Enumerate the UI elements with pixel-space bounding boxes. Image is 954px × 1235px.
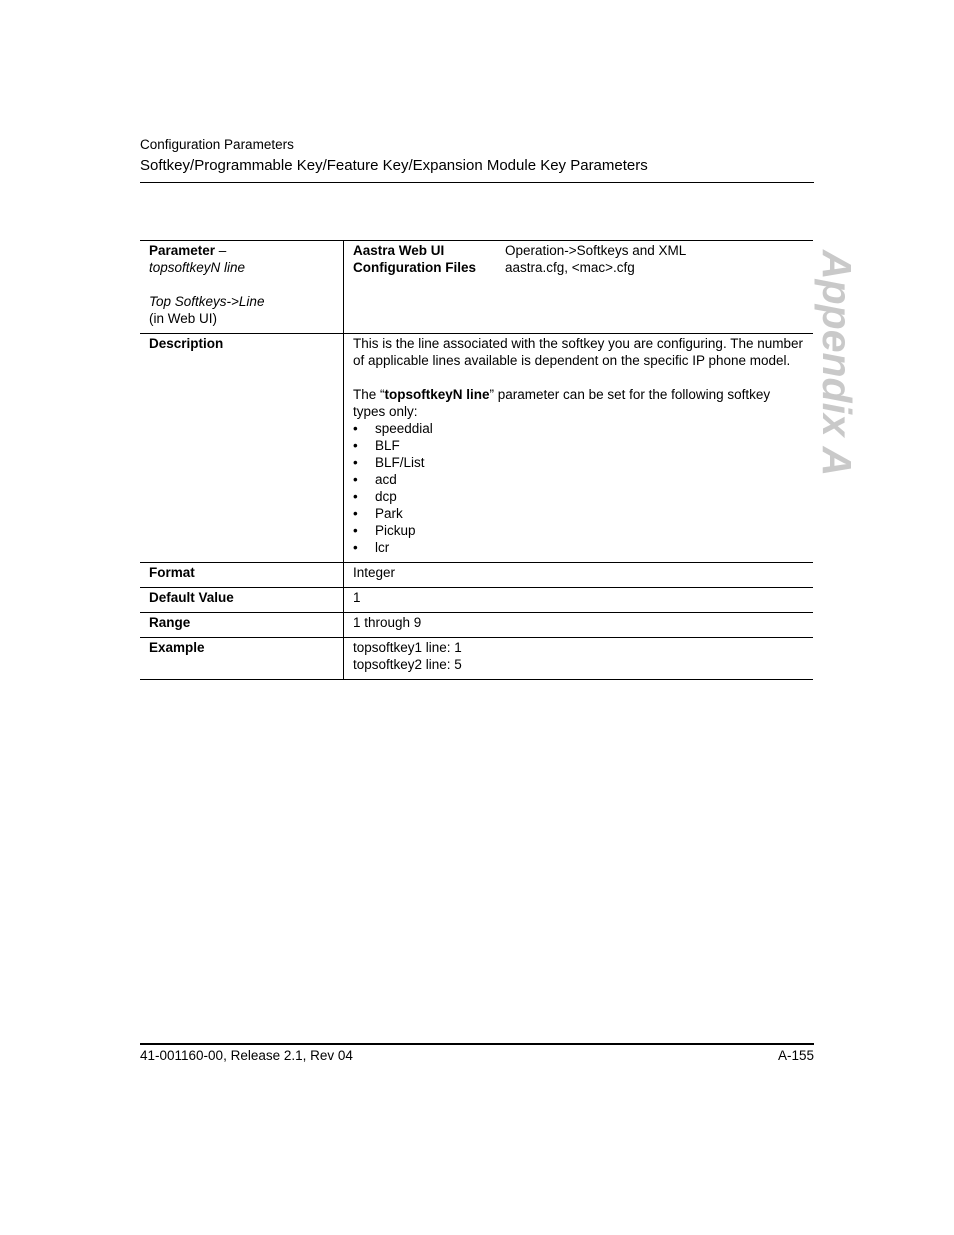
running-header-section: Configuration Parameters — [140, 137, 294, 152]
appendix-side-label — [814, 250, 868, 477]
web-ui-value: Operation->Softkeys and XML — [505, 243, 687, 258]
list-item: • speeddial — [353, 420, 805, 437]
parameter-name-bold: topsoftkeyN line — [384, 387, 490, 402]
description-cell — [344, 334, 814, 563]
example-line: topsoftkey2 line: 5 — [353, 657, 462, 672]
list-item: • Park — [353, 505, 805, 522]
appendix-label-text: Appendix A — [814, 250, 860, 477]
format-value: Integer — [353, 565, 396, 580]
range-label: Range — [140, 613, 344, 638]
example-cell — [344, 638, 814, 680]
config-files-label: Configuration Files — [353, 260, 476, 275]
web-ui-label: Aastra Web UI — [353, 243, 445, 258]
format-label: Format — [140, 563, 344, 588]
running-header-title: Softkey/Programmable Key/Feature Key/Expansion Module Key Parameters — [140, 157, 648, 174]
list-item: • BLF/List — [353, 454, 805, 471]
web-ui-note: (in Web UI) — [149, 311, 218, 326]
description-paragraph-2: The “topsoftkeyN line” parameter can be set for the following softkey types only: — [353, 387, 771, 419]
table-row-description — [140, 334, 813, 563]
parameter-dash: – — [215, 243, 227, 258]
description-label: Description — [140, 334, 344, 563]
list-item: • lcr — [353, 539, 805, 556]
softkey-type-list — [353, 420, 805, 556]
table-row-range — [140, 613, 813, 638]
parameter-label: Parameter — [149, 243, 216, 258]
range-value: 1 through 9 — [353, 615, 422, 630]
example-label: Example — [140, 638, 344, 680]
config-files-value: aastra.cfg, <mac>.cfg — [505, 260, 635, 275]
header-rule — [140, 182, 814, 183]
footer-rule — [140, 1043, 814, 1045]
list-item: • BLF — [353, 437, 805, 454]
table-row-example — [140, 638, 813, 680]
table-row-format — [140, 563, 813, 588]
footer-page-number: A-155 — [777, 1048, 814, 1063]
example-line: topsoftkey1 line: 1 — [353, 640, 462, 655]
list-item: • dcp — [353, 488, 805, 505]
footer-doc-id: 41-001160-00, Release 2.1, Rev 04 — [140, 1048, 353, 1063]
description-paragraph-1: This is the line associated with the softkey you are configuring. The number of applicable lines available is dependent on the specific IP phone model. — [353, 336, 803, 368]
list-item: • acd — [353, 471, 805, 488]
table-row-default — [140, 588, 813, 613]
web-ui-path: Top Softkeys->Line — [149, 294, 265, 309]
parameter-cell — [140, 241, 344, 334]
list-item: • Pickup — [353, 522, 805, 539]
parameter-name: topsoftkeyN line — [149, 260, 246, 275]
default-value: 1 — [353, 590, 361, 605]
table-row-parameter — [140, 241, 813, 334]
parameter-table — [140, 240, 813, 680]
location-cell — [344, 241, 814, 334]
default-value-label: Default Value — [140, 588, 344, 613]
